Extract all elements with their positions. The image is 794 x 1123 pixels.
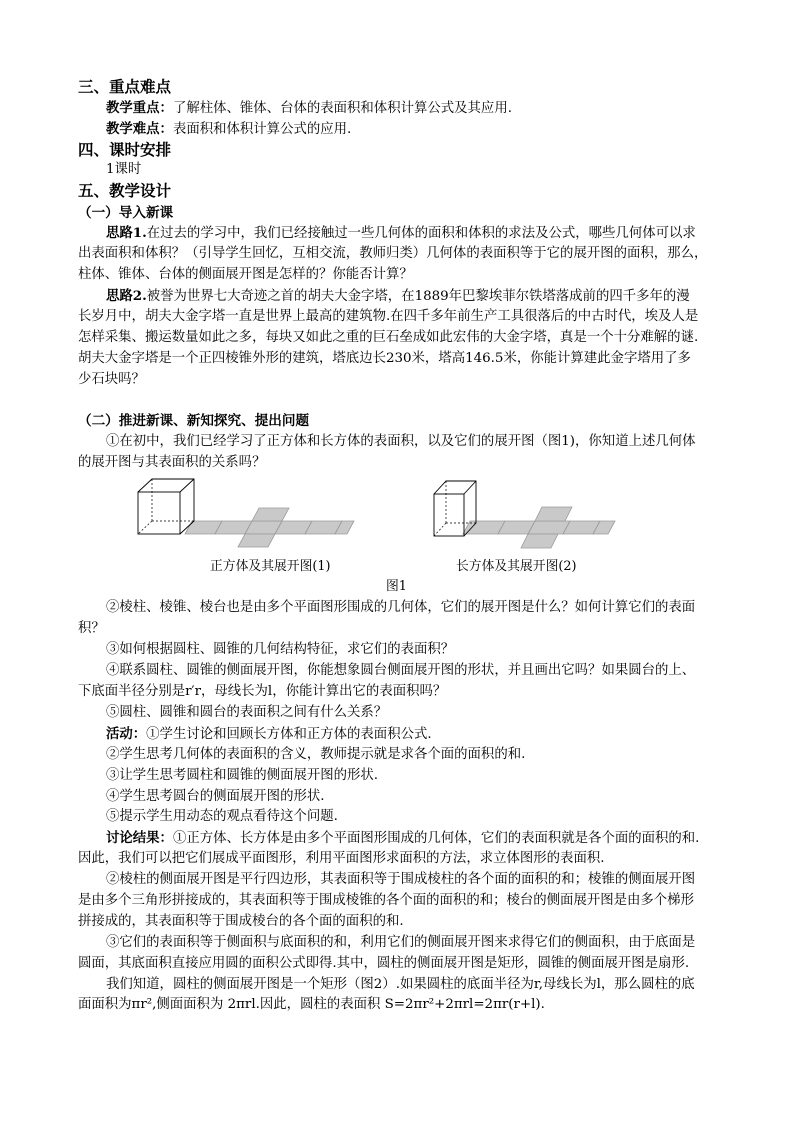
idea1-line-3: 柱体、锥体、台体的侧面展开图是怎样的？你能否计算？ [78, 267, 413, 282]
section4-heading: 四、课时安排 [78, 140, 172, 159]
result2-line-3: 拼接成的，其表面积等于围成棱台的各个面的面积的和. [78, 914, 404, 929]
teaching-difficulty-text: 表面积和体积计算公式的应用. [172, 122, 352, 137]
idea2-line-3: 怎样采集、搬运数量如此之多，每块又如此之重的巨石垒成如此宏伟的大金字塔，真是一个十分难解的谜. [78, 330, 699, 345]
figure-label: 图1 [386, 579, 407, 594]
question4-line-1: ④联系圆柱、圆锥的侧面展开图，你能想象圆台侧面展开图的形状，并且画出它吗？如果圆台的上、 [106, 663, 696, 678]
question4-line-2: 下底面半径分别是r′r，母线长为l，你能计算出它的表面积吗？ [78, 684, 447, 699]
result1-line-2: 因此，我们可以把它们展成平面图形，利用平面图形求面积的方法，求立体图形的表面积. [78, 851, 605, 866]
activity-item-2: ②学生思考几何体的表面积的含义，教师提示就是求各个面的面积的和. [106, 747, 526, 762]
idea2-line-4: 胡夫大金字塔是一个正四棱锥外形的建筑，塔底边长230米，塔高146.5米，你能计算建此金字塔用了多 [78, 351, 691, 366]
cube-net [185, 508, 354, 547]
cylinder-line-2: 面面积为πr²,侧面面积为 2πrl.因此，圆柱的表面积 S=2πr²+2πrl=2πr(r+l). [78, 997, 545, 1012]
activity-item-4: ④学生思考圆台的侧面展开图的形状. [106, 789, 325, 804]
question2-line-1: ②棱柱、棱锥、棱台也是由多个平面图形围成的几何体，它们的展开图是什么？如何计算它们的表面 [106, 600, 696, 615]
result3-line-2: 圆面，其底面积直接应用圆的面积公式即得.其中，圆柱的侧面展开图是矩形，圆锥的侧面展开图是扇形. [78, 956, 690, 971]
idea2-label: 思路2. [106, 288, 147, 304]
result-label: 讨论结果： [106, 830, 173, 846]
figure-caption-right: 长方体及其展开图(2) [456, 559, 577, 574]
idea2-line-1 [106, 285, 690, 308]
question5: ⑤圆柱、圆锥和圆台的表面积之间有什么关系？ [106, 705, 388, 720]
cube-net-figure [130, 476, 365, 554]
teaching-key-point [106, 97, 512, 120]
activity-label: 活动： [106, 726, 147, 742]
activity-item-3: ③让学生思考圆柱和圆锥的侧面展开图的形状. [106, 768, 379, 783]
idea1-line-1 [106, 222, 696, 245]
lesson-count: 1课时 [106, 162, 142, 177]
cuboid-net [463, 507, 615, 548]
result1-text: ①正方体、长方体是由多个平面图形围成的几何体，它们的表面积就是各个面的面积的和. [172, 831, 700, 846]
question1-line-1: ①在初中，我们已经学习了正方体和长方体的表面积，以及它们的展开图（图1)，你知道上述几何体 [106, 434, 696, 449]
activity-item-1: ①学生讨论和回顾长方体和正方体的表面积公式. [146, 727, 432, 742]
section5-heading: 五、教学设计 [78, 181, 172, 200]
result2-line-1: ②棱柱的侧面展开图是平行四边形，其表面积等于围成棱柱的各个面的面积的和；棱锥的侧面展开图 [106, 872, 696, 887]
idea2-text: 被誉为世界七大奇迹之首的胡夫大金字塔，在1889年巴黎埃菲尔铁塔落成前的四千多年的漫 [146, 289, 690, 304]
cylinder-line-1: 我们知道，圆柱的侧面展开图是一个矩形（图2）.如果圆柱的底面半径为r,母线长为l，那么圆柱的底 [106, 977, 695, 992]
idea2-line-5: 少石块吗？ [78, 372, 145, 387]
subsection2-heading: （二）推进新课、新知探究、提出问题 [78, 413, 310, 429]
result2-line-2: 是由多个三角形拼接成的，其表面积等于围成棱锥的各个面的面积的和；棱台的侧面展开图是由多个梯形 [78, 893, 694, 908]
activity-line-1 [106, 723, 432, 746]
subsection1-heading: （一）导入新课 [78, 205, 174, 221]
teaching-key-label: 教学重点： [106, 100, 173, 116]
idea1-label: 思路1. [106, 225, 147, 241]
result1-line-1 [106, 827, 699, 850]
idea2-line-2: 长岁月中，胡夫大金字塔一直是世界上最高的建筑物.在四千多年前生产工具很落后的中古时代，埃及人是 [78, 309, 699, 324]
teaching-difficulty [106, 118, 351, 141]
cuboid-net-figure [430, 476, 665, 554]
result3-line-1: ③它们的表面积等于侧面积与底面积的和，利用它们的侧面展开图来求得它们的侧面积，由于底面是 [106, 935, 696, 950]
idea1-line-2: 出表面积和体积？（引导学生回忆，互相交流，教师归类）几何体的表面积等于它的展开图的面积，那么， [78, 246, 708, 261]
idea1-text: 在过去的学习中，我们已经接触过一些几何体的面积和体积的求法及公式，哪些几何体可以求 [146, 226, 696, 241]
figure-caption-left: 正方体及其展开图(1) [210, 559, 331, 574]
cube-outline [138, 479, 194, 534]
section3-heading: 三、重点难点 [78, 77, 172, 96]
question1-line-2: 的展开图与其表面积的关系吗？ [78, 455, 266, 470]
question2-line-2: 积？ [78, 621, 105, 636]
teaching-difficulty-label: 教学难点： [106, 121, 173, 137]
question3: ③如何根据圆柱、圆锥的几何结构特征，求它们的表面积？ [106, 642, 455, 657]
activity-item-5: ⑤提示学生用动态的观点看待这个问题. [106, 809, 338, 824]
teaching-key-text: 了解柱体、锥体、台体的表面积和体积计算公式及其应用. [172, 101, 512, 116]
